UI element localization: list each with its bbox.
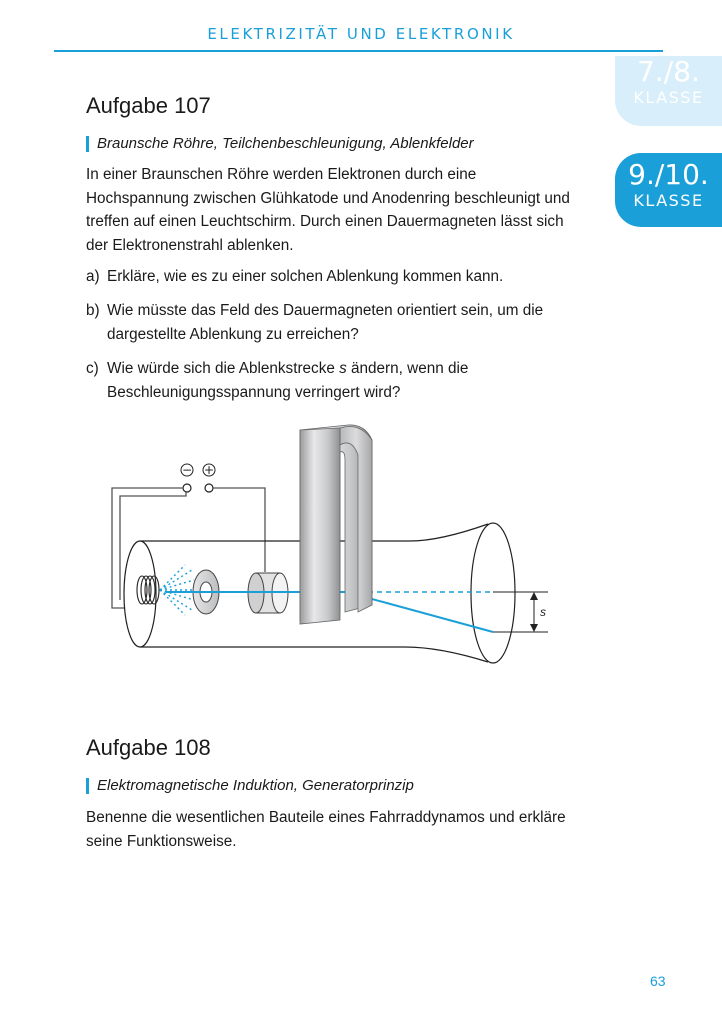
terminal-plus bbox=[205, 484, 213, 492]
task-107-topic: Braunsche Röhre, Teilchenbeschleunigung, Ablenkfelder bbox=[86, 136, 474, 152]
emission-rays bbox=[160, 565, 195, 615]
terminal-minus-symbol bbox=[181, 463, 193, 477]
permanent-magnet bbox=[300, 425, 372, 624]
item-text-before: Wie würde sich die Ablenkstrecke bbox=[107, 360, 340, 377]
task-108-title: Aufgabe 108 bbox=[86, 735, 211, 760]
terminal-plus-symbol bbox=[203, 463, 215, 477]
plus-sign: + bbox=[203, 463, 215, 477]
grade-tab-9-10[interactable] bbox=[615, 153, 722, 227]
section-title: ELEKTRIZITÄT UND ELEKTRONIK bbox=[207, 25, 515, 43]
task-107-intro: In einer Braunschen Röhre werden Elektronen durch eine Hochspannung zwischen Glühkatode und Anodenring beschleunigt und treffen auf einen Leuchtschirm. Durch einen Dauermagneten lässt sich der Elektronenstrahl ablenken. bbox=[86, 166, 570, 254]
terminal-minus bbox=[183, 484, 191, 492]
task-108-text: Benenne die wesentlichen Bauteile eines Fahrraddynamos und erkläre seine Funktionsweise. bbox=[86, 809, 566, 850]
item-label: c) bbox=[86, 360, 99, 377]
task-107-item-b bbox=[86, 299, 581, 346]
item-label: a) bbox=[86, 268, 100, 285]
task-108-topic: Elektromagnetische Induktion, Generatorprinzip bbox=[86, 778, 414, 794]
braun-tube-figure bbox=[95, 418, 565, 678]
deflection-label-s: s bbox=[540, 605, 546, 619]
task-107-title: Aufgabe 107 bbox=[86, 93, 211, 118]
item-text: Erkläre, wie es zu einer solchen Ablenkung kommen kann. bbox=[107, 268, 504, 285]
grade-tab-9-10-label: KLASSE bbox=[633, 191, 704, 210]
variable-s: s bbox=[339, 360, 347, 377]
grade-tab-9-10-grade: 9./10. bbox=[628, 158, 709, 191]
item-text: Wie müsste das Feld des Dauermagneten orientiert sein, um die dargestellte Ablenkung zu erreichen? bbox=[107, 302, 544, 343]
item-label: b) bbox=[86, 302, 100, 319]
running-header bbox=[0, 0, 722, 50]
page-number: 63 bbox=[650, 973, 666, 989]
task-107-item-a bbox=[86, 265, 581, 289]
minus-sign: − bbox=[181, 463, 193, 477]
grade-tab-7-8-label: KLASSE bbox=[633, 88, 704, 107]
grade-tab-7-8-grade: 7./8. bbox=[637, 55, 700, 88]
task-107-item-c bbox=[86, 357, 581, 404]
item-text-after: ändern, wenn die Beschleunigungsspannung verringert wird? bbox=[107, 360, 469, 401]
header-rule bbox=[54, 50, 663, 52]
grade-tab-7-8[interactable] bbox=[615, 56, 722, 126]
